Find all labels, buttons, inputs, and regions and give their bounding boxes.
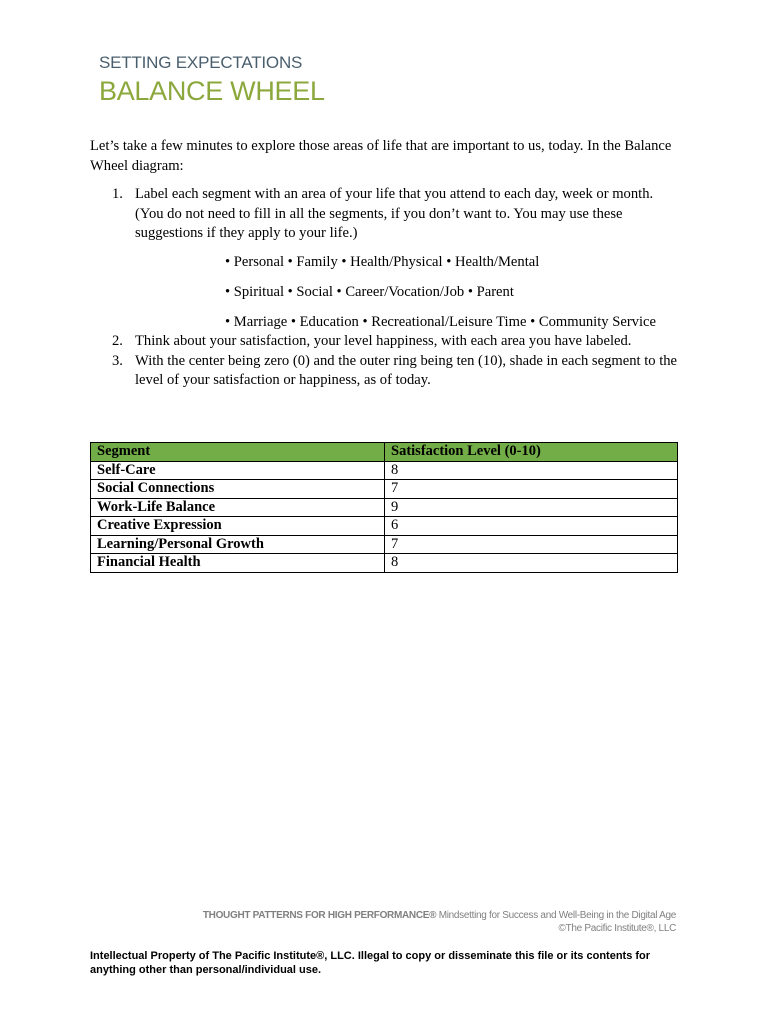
- footer-brand: [203, 909, 676, 935]
- table-row: [91, 498, 678, 517]
- suggestion-line: • Marriage • Education • Recreational/Leisure Time • Community Service: [225, 313, 656, 330]
- header-satisfaction-level: Satisfaction Level (0-10): [385, 443, 678, 462]
- table-row: [91, 461, 678, 480]
- instructions: [90, 137, 680, 391]
- segment-cell: Self-Care: [91, 461, 385, 480]
- brand-tagline: Mindsetting for Success and Well-Being in the Digital Age: [436, 910, 676, 921]
- step-text: Label each segment with an area of your life that you attend to each day, week or month. (You do not need to fill in all the segments, if you don’t want to. You may use these suggestions if they apply to your life.): [135, 186, 654, 241]
- step-item: [90, 185, 680, 332]
- step-text: With the center being zero (0) and the outer ring being ten (10), shade in each segment to the level of your satisfaction or happiness, as of today.: [135, 352, 678, 388]
- header-subtitle: SETTING EXPECTATIONS: [99, 53, 303, 72]
- segment-cell: Work-Life Balance: [91, 498, 385, 517]
- segment-cell: Financial Health: [91, 554, 385, 573]
- segment-cell: Creative Expression: [91, 517, 385, 536]
- segment-cell: Learning/Personal Growth: [91, 535, 385, 554]
- suggestion-line: • Personal • Family • Health/Physical • Health/Mental: [225, 253, 540, 270]
- ip-notice: Intellectual Property of The Pacific Institute®, LLC. Illegal to copy or disseminate this file or its contents for anything other than personal/individual use.: [90, 950, 651, 976]
- table-row: [91, 517, 678, 536]
- level-cell: 8: [385, 554, 678, 573]
- table-header-row: [91, 443, 678, 462]
- step-number: 2.: [112, 333, 123, 349]
- step-number: 3.: [112, 352, 123, 369]
- step-item: [90, 332, 680, 352]
- level-cell: 8: [385, 461, 678, 480]
- suggestion-line: • Spiritual • Social • Career/Vocation/Job • Parent: [225, 283, 514, 300]
- satisfaction-table: [90, 442, 678, 573]
- table-row: [91, 535, 678, 554]
- steps-list: [90, 185, 680, 391]
- level-cell: 7: [385, 480, 678, 499]
- step-number: 1.: [112, 186, 123, 202]
- intro-paragraph: Let’s take a few minutes to explore those areas of life that are important to us, today. In the Balance Wheel diagram:: [90, 138, 672, 174]
- suggestion-list: [135, 253, 680, 333]
- level-cell: 9: [385, 498, 678, 517]
- level-cell: 7: [385, 535, 678, 554]
- table-row: [91, 480, 678, 499]
- table-row: [91, 554, 678, 573]
- step-text: Think about your satisfaction, your level happiness, with each area you have labeled.: [135, 333, 632, 349]
- level-cell: 6: [385, 517, 678, 536]
- brand-name: THOUGHT PATTERNS FOR HIGH PERFORMANCE®: [202, 910, 437, 921]
- header-title: BALANCE WHEEL: [99, 76, 325, 106]
- brand-line: [203, 909, 676, 922]
- copyright-line: ©The Pacific Institute®, LLC: [558, 923, 676, 934]
- header-segment: Segment: [91, 443, 385, 462]
- document-header: [99, 52, 325, 106]
- segment-cell: Social Connections: [91, 480, 385, 499]
- step-item: [90, 352, 680, 391]
